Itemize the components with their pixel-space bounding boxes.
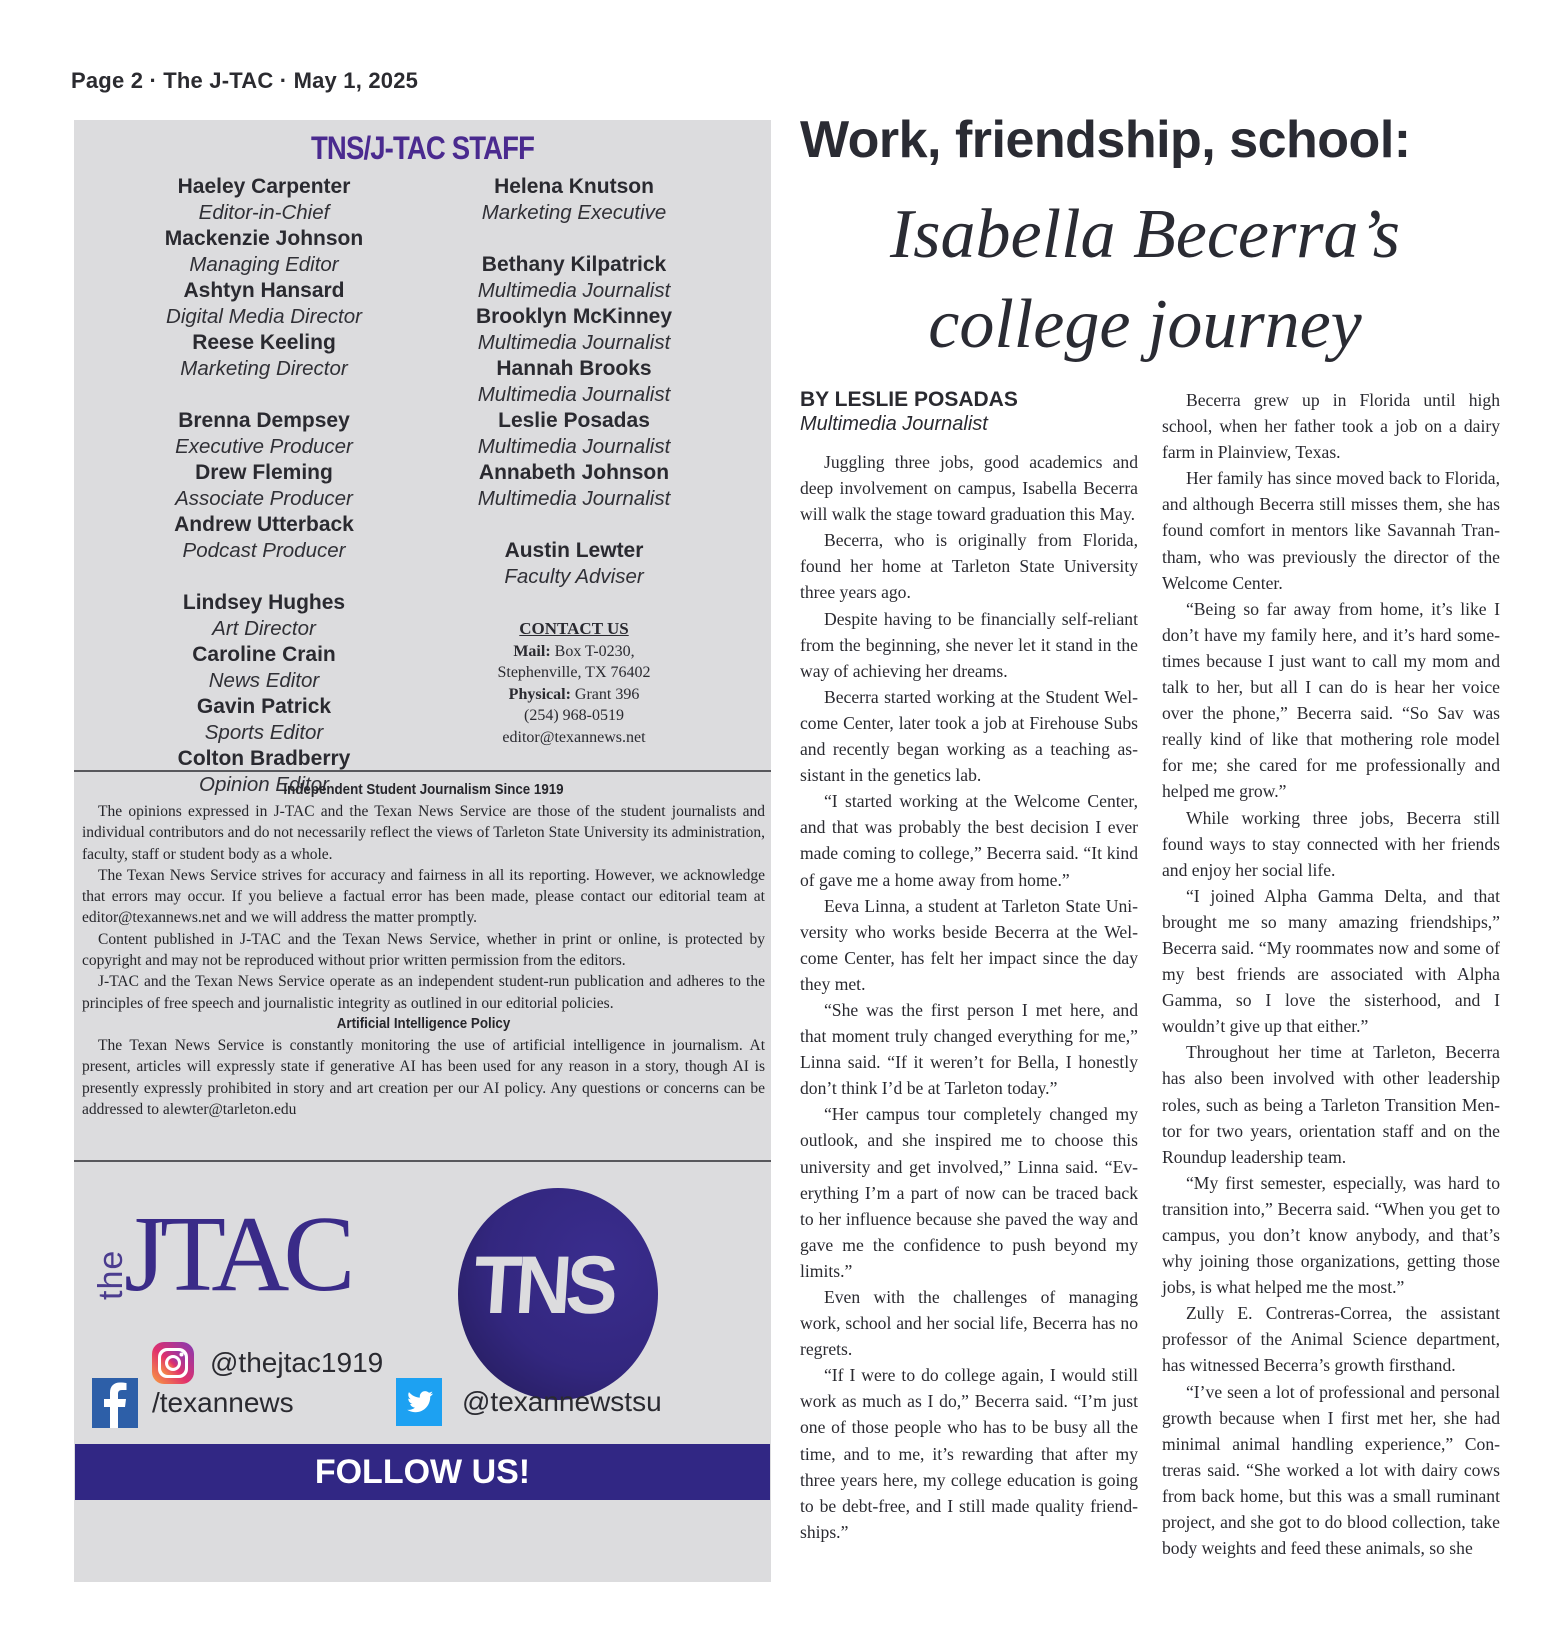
staff-name: Austin Lewter [504, 539, 644, 562]
tns-logo [458, 1188, 658, 1400]
staff-member [424, 460, 724, 512]
staff-role: Executive Producer [175, 435, 353, 458]
staff-member [114, 226, 414, 278]
staff-name: Annabeth Johnson [478, 461, 670, 484]
article-byline [800, 388, 1160, 436]
twitter-handle: @texannewstsu [462, 1386, 662, 1417]
article-paragraph: “Her campus tour completely changed my outlook, and she inspired me to choose this university and get involved,” Linna said. “Everything I’m a part of now can be traced back to her influence because she paved the way and gave me the confidence to push beyond my limits.” [800, 1104, 1138, 1281]
staff-role: Multimedia Journalist [477, 487, 671, 510]
staff-role: Associate Producer [175, 487, 353, 510]
staff-member [424, 408, 724, 460]
divider [74, 770, 771, 772]
article-paragraph: Juggling three jobs, good academics and deep involvement on campus, Isabella Becerra will walk the stage toward graduation this May. [800, 452, 1138, 525]
staff-member [424, 304, 724, 356]
article-paragraph: Becerra started working at the Student Welcome Center, later took a job at Firehouse Subs and recently began working as a teaching assistant in the genetics lab. [800, 686, 1138, 786]
physical-value: Grant 396 [570, 685, 640, 703]
staff-spacer [114, 564, 414, 590]
staff-name: Caroline Crain [192, 643, 336, 666]
mail-label: Mail: [513, 642, 551, 660]
staff-name: Mackenzie Johnson [164, 227, 364, 250]
staff-member [114, 460, 414, 512]
twitter-link[interactable] [396, 1378, 662, 1426]
follow-us-banner: FOLLOW US! [75, 1444, 770, 1500]
article-column-2 [1162, 387, 1500, 1561]
staff-role: Digital Media Director [166, 305, 362, 328]
article-column-1 [800, 449, 1138, 1545]
mail-line-1: Box T-0230, [550, 642, 635, 660]
article-headline: Work, friendship, school: [800, 111, 1411, 169]
article-paragraph: Eeva Linna, a student at Tarleton State University who works beside Becerra at the Welcome Center, has felt her impact since the day they met. [800, 895, 1138, 994]
staff-spacer [424, 512, 724, 538]
jtac-logo-wordmark: JTAC [124, 1195, 350, 1314]
staff-role: News Editor [208, 669, 320, 692]
staff-name: Ashtyn Hansard [183, 279, 345, 302]
page-folio: Page 2 · The J-TAC · May 1, 2025 [71, 68, 419, 93]
staff-name: Brenna Dempsey [178, 409, 350, 432]
ai-policy-paragraph: The Texan News Service is constantly monitoring the use of artificial intelligence in journalism. At present, articles will expressly state if generative AI has been used for any reason in a story, though AI is presently expressly prohibited in story and art creation per our AI policy. Any questions or concerns can be addressed to alewter@tarleton.edu [82, 1036, 765, 1118]
contact-physical [424, 684, 724, 706]
article-paragraph: “I’ve seen a lot of professional and personal growth because when I first met her, she had minimal animal handling experience,” Contreras said. “She worked a lot with dairy cows from back home, but this was a small ruminant project, and she got to do blood collection, take body weights and feed these animals, so she [1162, 1381, 1500, 1559]
article-subhead [790, 190, 1500, 370]
staff-name: Leslie Posadas [498, 409, 650, 432]
staff-role: Marketing Executive [481, 201, 667, 224]
staff-name: Hannah Brooks [496, 357, 652, 380]
article-paragraph: “My first semester, especially, was hard to transition into,” Becerra said. “When you get to campus, you don’t know anybody, and that’s why joining those organizations, getting those jobs, is what helped me the most.” [1162, 1172, 1500, 1298]
staff-box [74, 120, 771, 1582]
staff-role: Sports Editor [204, 721, 324, 744]
article-subhead-line-1: Isabella Becerra’s [890, 196, 1400, 273]
disclaimer-paragraph: The Texan News Service strives for accuracy and fairness in all its reporting. However, we acknowledge that errors may occur. If you believe a factual error has been made, please contact our editorial team at editor@texannews.net and we will address the matter promptly. [82, 866, 765, 927]
staff-member [424, 538, 724, 590]
byline-role: Multimedia Journalist [800, 413, 988, 435]
article-paragraph: Even with the challenges of managing work, school and her social life, Becerra has no regrets. [800, 1287, 1138, 1360]
staff-role: Multimedia Journalist [477, 383, 671, 406]
article-paragraph: “If I were to do college again, I would still work as much as I do,” Becerra said. “I’m just one of those people who has to be busy all the time, and to me, it’s rewarding that after my three years here, my college education is going to be debt-free, and I still made quality friendships.” [800, 1365, 1138, 1542]
staff-role: Managing Editor [189, 253, 339, 276]
disclaimer-paragraph: Content published in J-TAC and the Texan News Service, whether in print or online, is protected by copyright and may not be reproduced without prior written permission from the editors. [82, 930, 765, 970]
article-paragraph: “I joined Alpha Gamma Delta, and that brought me so many amazing friendships,” Becerra said. “My roommates now and some of my best friends are associated with Alpha Gamma, so I love the sisterhood, and I wouldn’t give up that either.” [1162, 885, 1500, 1037]
article-paragraph: Her family has since moved back to Florida, and although Becerra still misses them, she has found comfort in mentors like Savannah Trantham, who was previously the director of the Welcome Center. [1162, 468, 1500, 593]
contact-phone: (254) 968-0519 [524, 707, 624, 724]
staff-member [424, 356, 724, 408]
contact-mail-city: Stephenville, TX 76402 [497, 664, 651, 681]
staff-title: TNS/J-TAC STAFF [310, 130, 535, 166]
disclaimer-paragraph: J-TAC and the Texan News Service operate as an independent student-run publication and adheres to the principles of free speech and journalistic integrity as outlined in our editorial policies. [82, 973, 765, 1012]
article-paragraph: “She was the first person I met here, and that moment truly changed everything for me,” Linna said. “If it weren’t for Bella, I honestly don’t think I’d be at Tarleton today.” [800, 999, 1138, 1099]
twitter-icon [396, 1378, 442, 1426]
article-subhead-line-2: college journey [928, 286, 1362, 363]
article-paragraph: Becerra grew up in Florida until high school, when her father took a job on a dairy farm in Plainview, Texas. [1162, 390, 1500, 463]
staff-column-right [424, 174, 724, 590]
staff-role: Editor-in-Chief [198, 201, 330, 224]
physical-label: Physical: [508, 685, 571, 703]
disclaimer-heading: Independent Student Journalism Since 1919 [283, 782, 564, 798]
staff-role: Art Director [212, 617, 316, 640]
article-paragraph: Despite having to be financially self-reliant from the beginning, she never let it stand in the way of achieving her dreams. [800, 608, 1138, 681]
staff-role: Multimedia Journalist [477, 279, 671, 302]
staff-name: Bethany Kilpatrick [481, 253, 667, 276]
contact-email[interactable]: editor@texannews.net [502, 728, 646, 746]
contact-heading: CONTACT US [519, 619, 629, 638]
article-paragraph: “I started working at the Welcome Center, and that was probably the best decision I ever made coming to college,” Becerra said. “It kind of gave me a home away from home.” [800, 791, 1138, 890]
staff-member [114, 590, 414, 642]
contact-block [424, 618, 724, 748]
staff-name: Lindsey Hughes [182, 591, 346, 614]
facebook-icon [92, 1378, 138, 1428]
jtac-logo [92, 1195, 392, 1330]
staff-spacer [114, 382, 414, 408]
staff-role: Faculty Adviser [504, 565, 644, 588]
article-paragraph: Zully E. Contreras-Correa, the assistant professor of the Animal Science department, has witnessed Becerra’s growth firsthand. [1162, 1303, 1500, 1376]
disclaimer-block [82, 780, 765, 1120]
staff-role: Podcast Producer [182, 539, 346, 562]
staff-member [114, 330, 414, 382]
staff-member [424, 252, 724, 304]
instagram-handle: @thejtac1919 [210, 1347, 384, 1378]
facebook-link[interactable] [92, 1378, 294, 1428]
staff-spacer [424, 226, 724, 252]
disclaimer-paragraph: The opinions expressed in J-TAC and the Texan News Service are those of the student journalists and individual contributors and do not necessarily reflect the views of Tarleton State University its administration, faculty, staff or student body as a whole. [82, 803, 765, 863]
staff-member [114, 512, 414, 564]
article-paragraph: “Being so far away from home, it’s like I don’t have my family here, and it’s hard sometimes because I just want to call my mom and talk to her, but all I can do is hear her voice over the phone,” Becerra said. “So Sav was really kind of like that mothering role model for me; she cared for me professionally and helped me grow.” [1162, 598, 1500, 802]
staff-role: Multimedia Journalist [477, 435, 671, 458]
facebook-handle: /texannews [152, 1387, 294, 1418]
staff-member [114, 174, 414, 226]
staff-name: Brooklyn McKinney [475, 305, 673, 328]
staff-member [114, 408, 414, 460]
byline-author: BY LESLIE POSADAS [800, 388, 1018, 411]
staff-member [114, 642, 414, 694]
staff-name: Gavin Patrick [196, 695, 332, 718]
staff-column-left [114, 174, 414, 798]
staff-member [424, 174, 724, 226]
contact-mail [424, 641, 724, 663]
staff-name: Helena Knutson [494, 175, 654, 198]
article-paragraph: Becerra, who is originally from Florida, found her home at Tarleton State University three years ago. [800, 530, 1138, 603]
ai-policy-heading: Artificial Intelligence Policy [336, 1015, 511, 1032]
staff-name: Drew Fleming [195, 461, 333, 484]
article-paragraph: Throughout her time at Tarleton, Becerra has also been involved with other leadership roles, such as being a Tarleton Transition Mentor for two years, orientation staff and on the Roundup leadership team. [1162, 1042, 1500, 1167]
staff-member [114, 694, 414, 746]
staff-role: Multimedia Journalist [477, 331, 671, 354]
staff-role: Opinion Editor [199, 773, 329, 796]
article-paragraph: While working three jobs, Becerra still found ways to stay connected with her friends and enjoy her social life. [1162, 807, 1500, 880]
divider [74, 1160, 771, 1162]
staff-name: Reese Keeling [192, 331, 336, 354]
jtac-logo-the: the [92, 1249, 130, 1300]
staff-name: Colton Bradberry [177, 747, 351, 770]
staff-name: Haeley Carpenter [177, 175, 351, 198]
staff-member [114, 278, 414, 330]
staff-role: Marketing Director [180, 357, 348, 380]
tns-logo-text: TNS [470, 1240, 616, 1331]
staff-name: Andrew Utterback [174, 513, 354, 536]
